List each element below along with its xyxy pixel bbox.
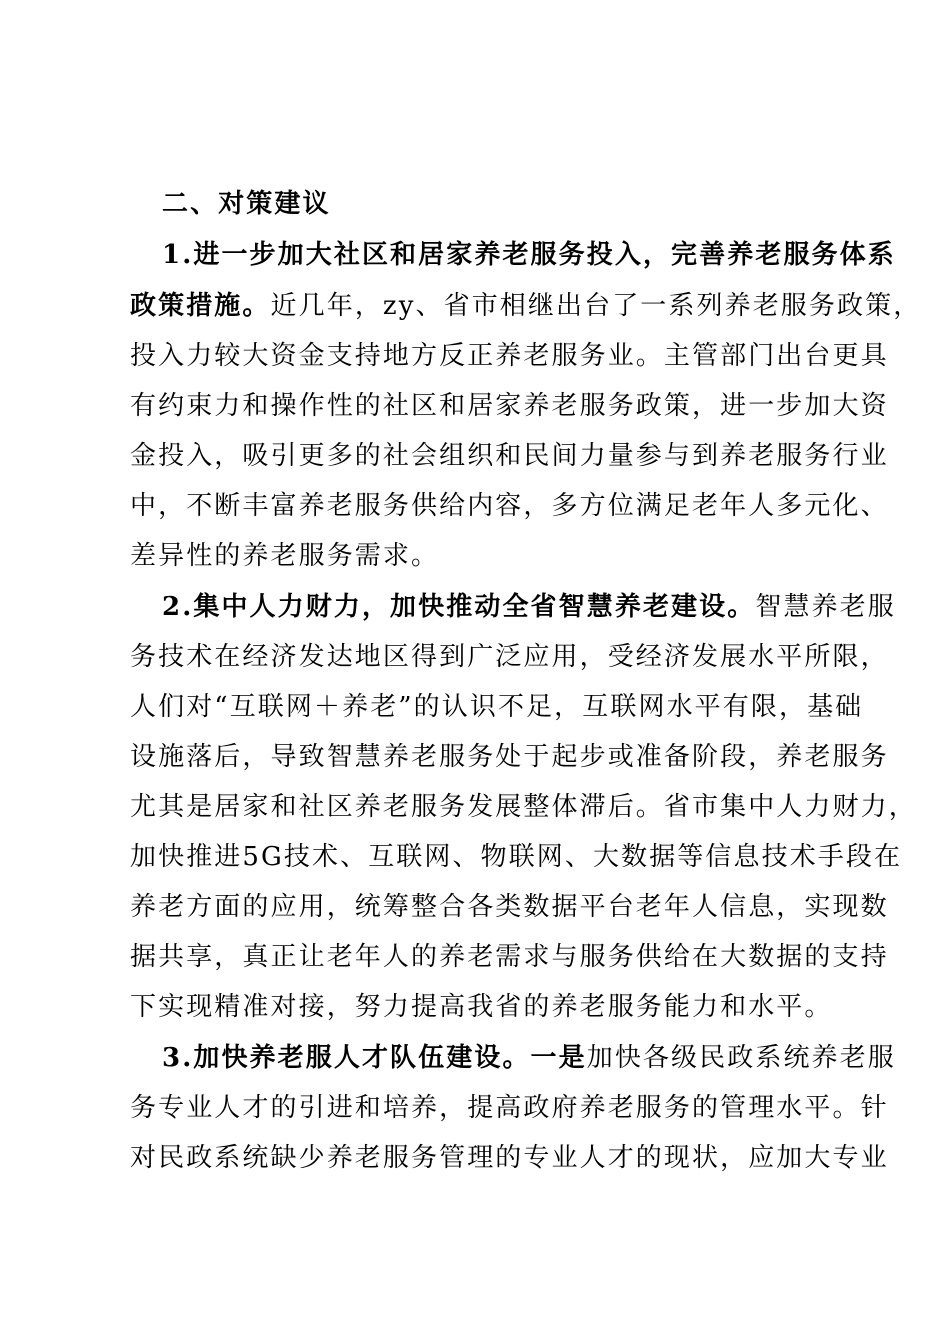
body-text: 近几年，zy、省市相继出台了一系列养老服务政策， (270, 291, 922, 321)
paragraph-line (130, 941, 889, 973)
body-text: 设施落后，导致智慧养老服务处于起步或准备阶段，养老服务 (130, 742, 889, 772)
body-text: 下实现精准对接，努力提高我省的养老服务能力和水平。 (130, 992, 833, 1022)
paragraph-line (130, 841, 903, 873)
paragraph-line (130, 540, 850, 572)
paragraph-line (162, 591, 896, 623)
paragraph-line (130, 741, 889, 773)
body-text: 人们对“互联网＋养老”的认识不足，互联网水平有限，基础 (130, 692, 864, 722)
body-text: 加快各级民政系统养老服 (586, 1043, 896, 1073)
paragraph-line (130, 1092, 889, 1124)
paragraph-line (130, 290, 922, 322)
body-text: 据共享，真正让老年人的养老需求与服务供给在大数据的支持 (130, 942, 889, 972)
bold-text: 政策措施。 (130, 291, 271, 321)
body-text: 金投入，吸引更多的社会组织和民间力量参与到养老服务行业 (130, 441, 889, 471)
paragraph-line (130, 1142, 889, 1174)
bold-text: 3.加快养老服人才队伍建设。一是 (162, 1043, 587, 1073)
body-text: 加快推进5G技术、互联网、物联网、大数据等信息技术手段在 (130, 842, 903, 872)
paragraph-line (162, 239, 896, 271)
paragraph-line (130, 691, 864, 723)
body-text: 智慧养老服 (755, 592, 896, 622)
bold-text: 1.进一步加大社区和居家养老服务投入，完善养老服务体系 (162, 240, 896, 270)
paragraph-line (130, 390, 889, 422)
paragraph-line (130, 991, 850, 1023)
body-text: 对民政系统缺少养老服务管理的专业人才的现状，应加大专业 (130, 1143, 889, 1173)
paragraph-line (130, 340, 889, 372)
body-text: 务专业人才的引进和培养，提高政府养老服务的管理水平。针 (130, 1093, 889, 1123)
paragraph-line (162, 1042, 896, 1074)
body-text: 差异性的养老服务需求。 (130, 541, 440, 571)
body-text: 中，不断丰富养老服务供给内容，多方位满足老年人多元化、 (130, 491, 889, 521)
section-heading: 二、对策建议 (162, 189, 331, 219)
paragraph-line (130, 440, 889, 472)
body-text: 务技术在经济发达地区得到广泛应用，受经济发展水平所限， (130, 642, 889, 672)
body-text: 投入力较大资金支持地方反正养老服务业。主管部门出台更具 (130, 341, 889, 371)
paragraph-line (130, 891, 889, 923)
body-text: 尤其是居家和社区养老服务发展整体滞后。省市集中人力财力， (130, 792, 917, 822)
body-text: 养老方面的应用，统筹整合各类数据平台老年人信息，实现数 (130, 892, 889, 922)
bold-text: 2.集中人力财力，加快推动全省智慧养老建设。 (162, 592, 756, 622)
paragraph-line (130, 490, 889, 522)
paragraph-line (130, 641, 889, 673)
body-text: 有约束力和操作性的社区和居家养老服务政策，进一步加大资 (130, 391, 889, 421)
paragraph-line (130, 791, 917, 823)
